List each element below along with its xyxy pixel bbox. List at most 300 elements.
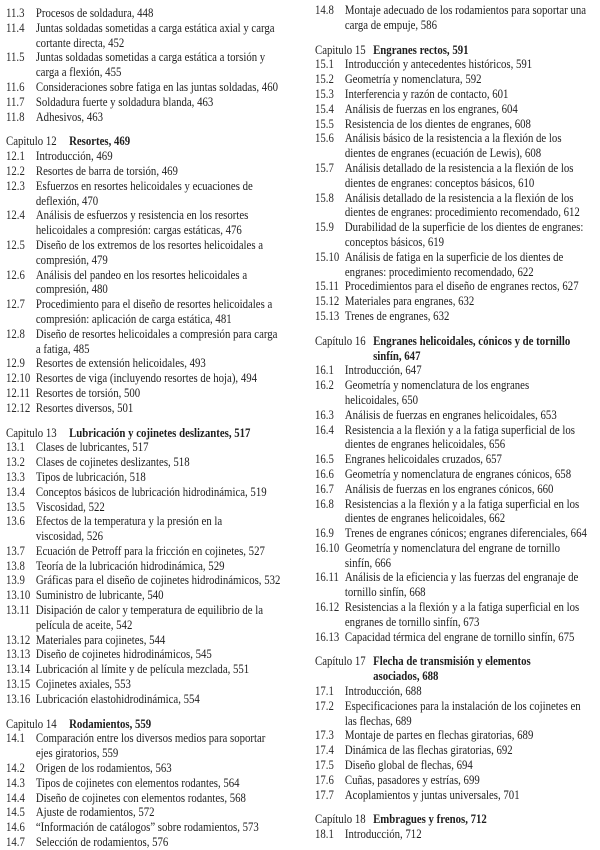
toc-entry [315, 714, 589, 729]
toc-entry [315, 699, 589, 714]
toc-entry [315, 570, 589, 585]
chapter-title: Rodamientos, 559 [69, 715, 152, 731]
section-title: Geometría y nomenclatura de los engranes [344, 377, 530, 393]
section-title: Introducción, 712 [344, 826, 422, 842]
chapter-label: Capitulo 15 [315, 41, 366, 57]
toc-entry [6, 633, 280, 648]
toc-entry [315, 72, 589, 87]
section-title: sinfín, 666 [344, 554, 392, 570]
toc-entry [315, 3, 589, 18]
toc-entry [6, 662, 280, 677]
section-title: Engranes helicoidales cruzados, 657 [344, 451, 502, 467]
section-title: Procesos de soldadura, 448 [35, 5, 154, 20]
section-title: tornillo sinfín, 668 [344, 584, 426, 600]
toc-entry [6, 312, 280, 327]
section-title: a fatiga, 485 [35, 340, 90, 356]
section-title: Introducción, 469 [35, 148, 113, 164]
section-number: 13.13 [6, 646, 31, 662]
toc-entry [315, 363, 589, 378]
toc-entry [315, 57, 589, 72]
section-title: Análisis de fuerzas en los engranes cónicos, 660 [344, 480, 554, 496]
section-number: 15.6 [315, 130, 334, 146]
toc-entry [6, 371, 280, 386]
chapter-title: Engranes rectos, 591 [373, 41, 469, 57]
toc-entry [6, 386, 280, 401]
toc-entry [315, 437, 589, 452]
chapter-label: Capítulo 16 [315, 332, 366, 348]
section-number: 16.2 [315, 377, 334, 393]
toc-entry [6, 746, 280, 761]
section-number: 12.8 [6, 325, 25, 341]
toc-entry [6, 776, 280, 791]
toc-entry [315, 393, 589, 408]
section-title: película de aceite, 542 [35, 616, 133, 632]
section-number: 16.9 [315, 525, 334, 541]
toc-entry [315, 117, 589, 132]
section-number: 15.7 [315, 159, 334, 175]
toc-entry [6, 194, 280, 209]
section-number: 13.14 [6, 661, 31, 677]
toc-entry [6, 164, 280, 179]
chapter-heading [6, 717, 280, 732]
toc-entry [315, 600, 589, 615]
section-number: 13.7 [6, 542, 25, 558]
section-title: viscosidad, 526 [35, 528, 104, 544]
section-number: 11.6 [6, 78, 25, 94]
section-title: Ajuste de rodamientos, 572 [35, 804, 155, 820]
toc-entry [6, 282, 280, 297]
section-title: Resistencia a la flexión y a la fatiga superficial de los [344, 421, 575, 437]
chapter-title: asociados, 688 [373, 668, 439, 684]
section-number: 12.5 [6, 236, 25, 252]
toc-entry [315, 728, 589, 743]
section-number: 13.5 [6, 498, 25, 514]
section-title: Análisis detallado de la resistencia a la flexión de los [344, 189, 574, 205]
section-title: Materiales para cojinetes, 544 [35, 631, 166, 647]
toc-entry [6, 238, 280, 253]
chapter-heading [315, 43, 589, 58]
toc-entry [315, 511, 589, 526]
section-number: 16.11 [315, 569, 339, 585]
section-number: 13.2 [6, 454, 25, 470]
section-number: 12.7 [6, 296, 25, 312]
section-title: Análisis de esfuerzos y resistencia en los resortes [35, 207, 249, 223]
toc-entry [6, 50, 280, 65]
section-number: 17.6 [315, 771, 334, 787]
section-number: 16.10 [315, 539, 340, 555]
chapter-heading [6, 426, 280, 441]
toc-entry [6, 731, 280, 746]
toc-entry [315, 250, 589, 265]
toc-entry [6, 761, 280, 776]
section-number: 16.13 [315, 628, 340, 644]
section-title: Análisis detallado de la resistencia a la flexión de los [344, 159, 574, 175]
section-title: Cojinetes axiales, 553 [35, 676, 131, 692]
section-number: 13.3 [6, 468, 25, 484]
section-number: 16.1 [315, 362, 334, 378]
section-number: 15.8 [315, 189, 334, 205]
section-number: 15.3 [315, 85, 334, 101]
toc-entry [315, 497, 589, 512]
chapter-title: Flecha de transmisión y elementos [373, 653, 531, 669]
section-title: Conceptos básicos de lubricación hidrodinámica, 519 [35, 483, 267, 499]
section-title: Gráficas para el diseño de cojinetes hidrodinámicos, 532 [35, 572, 281, 588]
toc-entry [315, 526, 589, 541]
section-number: 15.1 [315, 56, 334, 72]
section-number: 12.6 [6, 266, 25, 282]
section-title: Diseño de cojinetes hidrodinámicos, 545 [35, 646, 212, 662]
toc-entry [6, 297, 280, 312]
section-title: Análisis de fuerzas en engranes helicoidales, 653 [344, 406, 557, 422]
toc-entry [315, 408, 589, 423]
toc-entry [315, 131, 589, 146]
toc-entry [315, 309, 589, 324]
section-title: Durabilidad de la superficie de los dientes de engranes: [344, 219, 584, 235]
section-number: 12.9 [6, 355, 25, 371]
section-number: 14.1 [6, 730, 25, 746]
toc-entry [6, 455, 280, 470]
section-number: 14.4 [6, 789, 25, 805]
toc-entry [315, 205, 589, 220]
section-title: Cuñas, pasadores y estrías, 699 [344, 771, 480, 787]
section-title: Consideraciones sobre fatiga en las juntas soldadas, 460 [35, 78, 279, 94]
section-number: 17.2 [315, 697, 334, 713]
toc-entry [6, 791, 280, 806]
toc-entry [6, 573, 280, 588]
section-title: Montaje de partes en flechas giratorias, 689 [344, 727, 534, 743]
toc-entry [6, 327, 280, 342]
section-title: Diseño de los extremos de los resortes helicoidales a [35, 236, 264, 252]
section-title: dientes de engranes helicoidales, 656 [344, 436, 506, 452]
chapter-label: Capitulo 14 [6, 715, 57, 731]
section-number: 13.9 [6, 572, 25, 588]
section-title: Geometría y nomenclatura, 592 [344, 71, 482, 87]
section-title: dientes de engranes helicoidales, 662 [344, 510, 506, 526]
section-number: 11.4 [6, 19, 25, 35]
section-number: 14.6 [6, 819, 25, 835]
section-number: 16.6 [315, 465, 334, 481]
section-number: 16.5 [315, 451, 334, 467]
chapter-label: Capítulo 17 [315, 653, 366, 669]
section-number: 15.2 [315, 71, 334, 87]
section-title: Juntas soldadas sometidas a carga estática a torsión y [35, 49, 266, 65]
toc-entry [315, 235, 589, 250]
section-number: 15.12 [315, 293, 340, 309]
section-title: Adhesivos, 463 [35, 108, 104, 124]
chapter-label: Capitulo 13 [6, 424, 57, 440]
toc-entry [315, 788, 589, 803]
section-title: dientes de engranes: procedimiento recomendado, 612 [344, 204, 580, 220]
toc-entry [315, 161, 589, 176]
section-title: Trenes de engranes cónicos; engranes diferenciales, 664 [344, 525, 587, 541]
toc-entry [6, 692, 280, 707]
section-number: 14.3 [6, 774, 25, 790]
section-number: 16.4 [315, 421, 334, 437]
toc-entry [315, 423, 589, 438]
section-title: Interferencia y razón de contacto, 601 [344, 85, 509, 101]
toc-entry [315, 758, 589, 773]
toc-entry [6, 268, 280, 283]
section-number: 13.10 [6, 587, 31, 603]
toc-entry [6, 80, 280, 95]
toc-entry [6, 179, 280, 194]
section-title: Resortes de barra de torsión, 469 [35, 162, 178, 178]
section-number: 15.5 [315, 115, 334, 131]
section-title: Especificaciones para la instalación de los cojinetes en [344, 697, 581, 713]
section-title: Resortes diversos, 501 [35, 399, 134, 415]
section-number: 12.1 [6, 148, 25, 164]
toc-entry [6, 356, 280, 371]
toc-entry [315, 452, 589, 467]
section-title: carga a flexión, 455 [35, 64, 122, 80]
section-title: Disipación de calor y temperatura de equilibrio de la [35, 602, 263, 618]
section-number: 13.1 [6, 439, 25, 455]
section-title: Introducción, 688 [344, 683, 422, 699]
section-title: Trenes de engranes, 632 [344, 307, 450, 323]
section-number: 13.11 [6, 602, 30, 618]
toc-entry [315, 102, 589, 117]
section-title: Efectos de la temperatura y la presión en la [35, 513, 223, 529]
section-title: Resistencias a la flexión y a la fatiga superficial en los [344, 599, 580, 615]
section-number: 12.10 [6, 370, 31, 386]
section-title: helicoidales, 650 [344, 391, 418, 407]
toc-entry [6, 21, 280, 36]
toc-entry [6, 223, 280, 238]
section-title: Diseño de cojinetes con elementos rodantes, 568 [35, 789, 246, 805]
section-title: Lubricación al límite y de película mezclada, 551 [35, 661, 250, 677]
chapter-label: Capítulo 18 [315, 811, 366, 827]
section-title: Análisis básico de la resistencia a la flexión de los [344, 130, 562, 146]
section-number: 15.10 [315, 248, 340, 264]
section-number: 13.6 [6, 513, 25, 529]
toc-entry [315, 684, 589, 699]
toc-entry [315, 743, 589, 758]
toc-entry [6, 588, 280, 603]
section-title: Análisis de la eficiencia y las fuerzas del engranaje de [344, 569, 579, 585]
toc-entry [315, 176, 589, 191]
toc-entry [315, 556, 589, 571]
section-number: 13.15 [6, 676, 31, 692]
section-title: Origen de los rodamientos, 563 [35, 760, 172, 776]
section-title: Capacidad térmica del engrane de tornillo sinfín, 675 [344, 628, 575, 644]
toc-entry [315, 191, 589, 206]
section-number: 13.8 [6, 557, 25, 573]
section-number: 14.5 [6, 804, 25, 820]
toc-entry [315, 541, 589, 556]
section-title: Selección de rodamientos, 576 [35, 834, 169, 850]
chapter-heading [315, 812, 589, 827]
section-title: ejes giratorios, 559 [35, 745, 119, 761]
toc-entry [315, 585, 589, 600]
section-title: engranes: procedimiento recomendado, 622 [344, 263, 534, 279]
section-number: 17.4 [315, 742, 334, 758]
toc-entry [6, 470, 280, 485]
section-title: cortante directa, 452 [35, 34, 125, 50]
section-number: 13.4 [6, 483, 25, 499]
section-title: compresión, 479 [35, 251, 108, 267]
section-title: Análisis del pandeo en los resortes helicoidales a [35, 266, 248, 282]
section-title: Procedimiento para el diseño de resortes helicoidales a [35, 296, 273, 312]
toc-entry [6, 65, 280, 80]
section-number: 16.8 [315, 495, 334, 511]
section-number: 12.2 [6, 162, 25, 178]
section-title: Procedimientos para el diseño de engranes rectos, 627 [344, 278, 579, 294]
section-title: Juntas soldadas sometidas a carga estática axial y carga [35, 19, 275, 35]
section-title: Clases de cojinetes deslizantes, 518 [35, 454, 190, 470]
toc-entry [6, 342, 280, 357]
section-title: Dinámica de las flechas giratorias, 692 [344, 742, 513, 758]
section-number: 12.4 [6, 207, 25, 223]
section-number: 14.2 [6, 760, 25, 776]
toc-entry [6, 6, 280, 21]
toc-entry [6, 440, 280, 455]
section-title: Resortes de viga (incluyendo resortes de hoja), 494 [35, 370, 258, 386]
section-number: 17.7 [315, 786, 334, 802]
chapter-title: Resortes, 469 [69, 133, 131, 149]
section-title: Resistencias a la flexión y a la fatiga superficial en los [344, 495, 580, 511]
section-title: Tipos de cojinetes con elementos rodantes, 564 [35, 774, 240, 790]
section-number: 15.11 [315, 278, 339, 294]
toc-entry [6, 149, 280, 164]
section-number: 15.4 [315, 100, 334, 116]
section-title: Introducción, 647 [344, 362, 422, 378]
section-title: Clases de lubricantes, 517 [35, 439, 149, 455]
section-title: dientes de engranes: conceptos básicos, 610 [344, 174, 535, 190]
section-number: 11.3 [6, 5, 25, 20]
section-title: carga de empuje, 586 [344, 16, 437, 32]
toc-entry [6, 805, 280, 820]
chapter-title: Engranes helicoidales, cónicos y de tornillo [373, 332, 571, 348]
section-number: 13.16 [6, 690, 31, 706]
chapter-heading [6, 134, 280, 149]
toc-entry [6, 835, 280, 850]
section-title: Materiales para engranes, 632 [344, 293, 475, 309]
toc-entry [315, 378, 589, 393]
chapter-title: Lubricación y cojinetes deslizantes, 517 [69, 424, 251, 440]
toc-entry [6, 544, 280, 559]
section-title: Resistencia de los dientes de engranes, 608 [344, 115, 531, 131]
toc-entry [315, 773, 589, 788]
toc-entry [315, 630, 589, 645]
section-title: Lubricación elastohidrodinámica, 554 [35, 690, 200, 706]
section-title: Geometría y nomenclatura de engranes cónicos, 658 [344, 465, 572, 481]
section-number: 12.11 [6, 384, 30, 400]
toc-entry [6, 110, 280, 125]
chapter-heading [315, 669, 589, 684]
toc-entry [315, 294, 589, 309]
toc-entry [6, 603, 280, 618]
section-title: deflexión, 470 [35, 192, 99, 208]
section-title: Comparación entre los diversos medios para soportar [35, 730, 266, 746]
toc-entry [6, 677, 280, 692]
toc-entry [6, 208, 280, 223]
toc-entry [315, 265, 589, 280]
section-title: las flechas, 689 [344, 712, 412, 728]
section-title: Esfuerzos en resortes helicoidales y ecuaciones de [35, 177, 253, 193]
section-number: 17.1 [315, 683, 334, 699]
section-title: Tipos de lubricación, 518 [35, 468, 146, 484]
section-number: 14.8 [315, 2, 334, 17]
toc-entry [6, 500, 280, 515]
toc-entry [6, 485, 280, 500]
toc-entry [6, 529, 280, 544]
toc-entry [315, 220, 589, 235]
section-title: Geometría y nomenclatura del engrane de tornillo [344, 539, 561, 555]
toc-entry [315, 467, 589, 482]
section-title: Introducción y antecedentes históricos, 591 [344, 56, 533, 72]
toc-entry [315, 279, 589, 294]
section-number: 16.12 [315, 599, 340, 615]
section-number: 16.7 [315, 480, 334, 496]
section-title: helicoidales a compresión: cargas estáticas, 476 [35, 222, 242, 238]
section-number: 18.1 [315, 826, 334, 842]
section-number: 11.5 [6, 49, 25, 65]
chapter-heading [315, 349, 589, 364]
section-number: 11.7 [6, 93, 25, 109]
section-title: conceptos básicos, 619 [344, 233, 445, 249]
section-title: Análisis de fatiga en la superficie de los dientes de [344, 248, 564, 264]
toc-column-left [6, 6, 280, 850]
section-title: engranes de tornillo sinfín, 673 [344, 613, 480, 629]
section-title: Resortes de torsión, 500 [35, 384, 141, 400]
chapter-title: Embragues y frenos, 712 [373, 811, 487, 827]
section-title: Montaje adecuado de los rodamientos para soportar una [344, 2, 587, 17]
section-number: 12.12 [6, 399, 31, 415]
section-title: compresión: aplicación de carga estática, 481 [35, 310, 232, 326]
toc-entry [6, 95, 280, 110]
section-number: 14.7 [6, 834, 25, 850]
toc-entry [6, 820, 280, 835]
toc-column-right [315, 3, 589, 842]
chapter-heading [315, 654, 589, 669]
section-title: Diseño global de flechas, 694 [344, 757, 473, 773]
section-number: 17.3 [315, 727, 334, 743]
section-title: Acoplamientos y juntas universales, 701 [344, 786, 520, 802]
section-number: 17.5 [315, 757, 334, 773]
toc-entry [315, 18, 589, 33]
toc-entry [6, 253, 280, 268]
chapter-heading [315, 334, 589, 349]
section-number: 13.12 [6, 631, 31, 647]
toc-entry [6, 618, 280, 633]
section-number: 11.8 [6, 108, 25, 124]
section-title: Ecuación de Petroff para la fricción en cojinetes, 527 [35, 542, 265, 558]
section-title: Resortes de extensión helicoidales, 493 [35, 355, 206, 371]
chapter-title: sinfín, 647 [373, 347, 421, 363]
toc-entry [6, 647, 280, 662]
section-number: 16.3 [315, 406, 334, 422]
toc-entry [6, 36, 280, 51]
toc-entry [6, 401, 280, 416]
toc-entry [6, 514, 280, 529]
toc-entry [315, 615, 589, 630]
toc-entry [315, 87, 589, 102]
section-title: compresión, 480 [35, 281, 108, 297]
section-title: Suministro de lubricante, 540 [35, 587, 164, 603]
section-title: dientes de engranes (ecuación de Lewis), 608 [344, 145, 542, 161]
section-title: Análisis de fuerzas en los engranes, 604 [344, 100, 518, 116]
toc-entry [315, 827, 589, 842]
toc-entry [315, 146, 589, 161]
section-title: “Información de catálogos” sobre rodamientos, 573 [35, 819, 259, 835]
section-title: Soldadura fuerte y soldadura blanda, 463 [35, 93, 214, 109]
section-number: 12.3 [6, 177, 25, 193]
toc-entry [6, 559, 280, 574]
section-number: 15.9 [315, 219, 334, 235]
section-title: Teoría de la lubricación hidrodinámica, 529 [35, 557, 225, 573]
section-title: Diseño de resortes helicoidales a compresión para carga [35, 325, 278, 341]
chapter-label: Capitulo 12 [6, 133, 57, 149]
